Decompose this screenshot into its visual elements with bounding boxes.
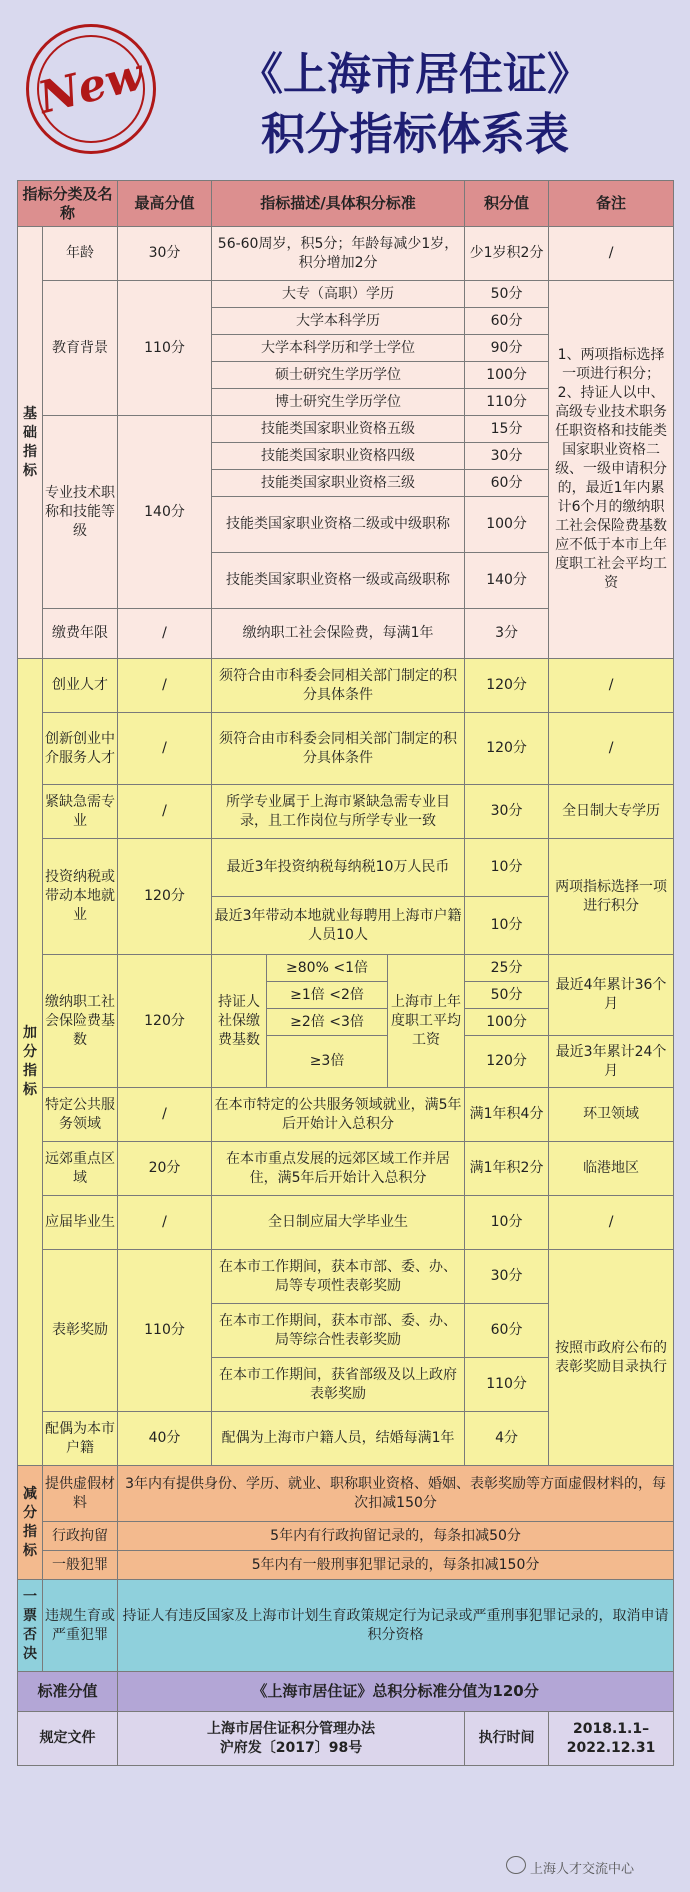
graduate-name: 应届毕业生: [43, 1196, 118, 1250]
ins-range-1: ≥80% <1倍: [267, 955, 388, 982]
deduct-name-1: 提供虚假材料: [43, 1466, 118, 1522]
shortage-max: /: [118, 785, 212, 839]
row-public: [18, 1088, 674, 1142]
suburb-name: 远郊重点区域: [43, 1142, 118, 1196]
age-note: /: [549, 227, 674, 281]
graduate-max: /: [118, 1196, 212, 1250]
deduct-name-3: 一般犯罪: [43, 1551, 118, 1580]
award-desc-2: 在本市工作期间，获本市部、委、办、局等综合性表彰奖励: [212, 1304, 465, 1358]
skill-desc-4: 技能类国家职业资格二级或中级职称: [212, 497, 465, 553]
innovation-max: /: [118, 713, 212, 785]
suburb-score: 满1年积2分: [465, 1142, 549, 1196]
invest-desc-1: 最近3年投资纳税每纳税10万人民币: [212, 839, 465, 897]
wechat-icon: [506, 1856, 526, 1874]
doc-name-cell: [118, 1712, 465, 1766]
standard-desc: 《上海市居住证》总积分标准分值为120分: [118, 1672, 674, 1712]
age-desc: 56-60周岁，积5分；年龄每减少1岁，积分增加2分: [212, 227, 465, 281]
category-veto: 一票否决: [18, 1580, 43, 1672]
graduate-desc: 全日制应届大学毕业生: [212, 1196, 465, 1250]
edu-max: 110分: [118, 281, 212, 416]
skill-score-2: 30分: [465, 443, 549, 470]
ins-note-1: 最近4年累计36个月: [549, 955, 674, 1036]
edu-desc-3: 大学本科学历和学士学位: [212, 335, 465, 362]
row-document: [18, 1712, 674, 1766]
ins-note-2: 最近3年累计24个月: [549, 1036, 674, 1088]
graduate-note: /: [549, 1196, 674, 1250]
veto-desc: 持证人有违反国家及上海市计划生育政策规定行为记录或严重刑事犯罪记录的，取消申请积分资格: [118, 1580, 674, 1672]
basic-note: 1、两项指标选择一项进行积分；2、持证人以中、高级专业技术职务任职资格和技能类国家职业资格二级、一级申请积分的，最近1年内累计6个月的缴纳职工社会保险费基数应不低于本市上年度职工社会平均工资: [549, 281, 674, 659]
deduct-name-2: 行政拘留: [43, 1522, 118, 1551]
public-score: 满1年积4分: [465, 1088, 549, 1142]
public-name: 特定公共服务领域: [43, 1088, 118, 1142]
edu-desc-2: 大学本科学历: [212, 308, 465, 335]
category-bonus: 加分指标: [18, 659, 43, 1466]
entrepreneur-max: /: [118, 659, 212, 713]
points-table: [17, 180, 674, 1766]
skill-desc-5: 技能类国家职业资格一级或高级职称: [212, 553, 465, 609]
col-desc: 指标描述/具体积分标准: [212, 181, 465, 227]
edu-score-1: 50分: [465, 281, 549, 308]
innovation-name: 创新创业中介服务人才: [43, 713, 118, 785]
row-graduate: [18, 1196, 674, 1250]
header: [0, 0, 690, 178]
row-ins-1: [18, 955, 674, 982]
spouse-max: 40分: [118, 1412, 212, 1466]
award-score-2: 60分: [465, 1304, 549, 1358]
ins-score-2: 50分: [465, 982, 549, 1009]
col-score: 积分值: [465, 181, 549, 227]
skill-desc-2: 技能类国家职业资格四级: [212, 443, 465, 470]
social-name: 缴费年限: [43, 609, 118, 659]
row-edu-1: [18, 281, 674, 308]
title-line2: 积分指标体系表: [261, 109, 569, 160]
invest-name: 投资纳税或带动本地就业: [43, 839, 118, 955]
spouse-name: 配偶为本市户籍: [43, 1412, 118, 1466]
row-veto: [18, 1580, 674, 1672]
edu-score-5: 110分: [465, 389, 549, 416]
skill-score-1: 15分: [465, 416, 549, 443]
deduct-desc-1: 3年内有提供身份、学历、就业、职称职业资格、婚姻、表彰奖励等方面虚假材料的，每次扣减150分: [118, 1466, 674, 1522]
shortage-score: 30分: [465, 785, 549, 839]
row-deduct-3: [18, 1551, 674, 1580]
innovation-score: 120分: [465, 713, 549, 785]
row-invest-1: [18, 839, 674, 897]
entrepreneur-score: 120分: [465, 659, 549, 713]
edu-name: 教育背景: [43, 281, 118, 416]
skill-score-3: 60分: [465, 470, 549, 497]
innovation-desc: 须符合由市科委会同相关部门制定的积分具体条件: [212, 713, 465, 785]
edu-desc-1: 大专（高职）学历: [212, 281, 465, 308]
ins-range-4: ≥3倍: [267, 1036, 388, 1088]
row-deduct-2: [18, 1522, 674, 1551]
skill-score-5: 140分: [465, 553, 549, 609]
spouse-desc: 配偶为上海市户籍人员，结婚每满1年: [212, 1412, 465, 1466]
suburb-desc: 在本市重点发展的远郊区域工作并居住，满5年后开始计入总积分: [212, 1142, 465, 1196]
social-desc: 缴纳职工社会保险费，每满1年: [212, 609, 465, 659]
standard-label: 标准分值: [18, 1672, 118, 1712]
social-max: /: [118, 609, 212, 659]
invest-note: 两项指标选择一项进行积分: [549, 839, 674, 955]
doc-period: 2018.1.1–2022.12.31: [549, 1712, 674, 1766]
innovation-note: /: [549, 713, 674, 785]
ins-range-2: ≥1倍 <2倍: [267, 982, 388, 1009]
skill-max: 140分: [118, 416, 212, 609]
shortage-note: 全日制大专学历: [549, 785, 674, 839]
suburb-max: 20分: [118, 1142, 212, 1196]
entrepreneur-note: /: [549, 659, 674, 713]
skill-score-4: 100分: [465, 497, 549, 553]
col-note: 备注: [549, 181, 674, 227]
award-score-1: 30分: [465, 1250, 549, 1304]
veto-name: 违规生育或严重犯罪: [43, 1580, 118, 1672]
award-note: 按照市政府公布的表彰奖励目录执行: [549, 1250, 674, 1466]
public-desc: 在本市特定的公共服务领域就业，满5年后开始计入总积分: [212, 1088, 465, 1142]
row-standard: [18, 1672, 674, 1712]
award-score-3: 110分: [465, 1358, 549, 1412]
edu-desc-4: 硕士研究生学历学位: [212, 362, 465, 389]
edu-score-2: 60分: [465, 308, 549, 335]
edu-desc-5: 博士研究生学历学位: [212, 389, 465, 416]
ins-name: 缴纳职工社会保险费基数: [43, 955, 118, 1088]
ins-holder: 持证人社保缴费基数: [212, 955, 267, 1088]
skill-name: 专业技术职称和技能等级: [43, 416, 118, 609]
age-score: 少1岁积2分: [465, 227, 549, 281]
edu-score-4: 100分: [465, 362, 549, 389]
entrepreneur-desc: 须符合由市科委会同相关部门制定的积分具体条件: [212, 659, 465, 713]
doc-label: 规定文件: [18, 1712, 118, 1766]
badge-text: New: [33, 48, 149, 125]
ins-wage: 上海市上年度职工平均工资: [388, 955, 465, 1088]
ins-score-3: 100分: [465, 1009, 549, 1036]
header-row: [18, 181, 674, 227]
ins-score-4: 120分: [465, 1036, 549, 1088]
social-score: 3分: [465, 609, 549, 659]
invest-desc-2: 最近3年带动本地就业每聘用上海市户籍人员10人: [212, 897, 465, 955]
age-name: 年龄: [43, 227, 118, 281]
award-desc-1: 在本市工作期间，获本市部、委、办、局等专项性表彰奖励: [212, 1250, 465, 1304]
invest-max: 120分: [118, 839, 212, 955]
row-suburb: [18, 1142, 674, 1196]
public-note: 环卫领域: [549, 1088, 674, 1142]
shortage-desc: 所学专业属于上海市紧缺急需专业目录，且工作岗位与所学专业一致: [212, 785, 465, 839]
edu-score-3: 90分: [465, 335, 549, 362]
new-badge: [26, 24, 156, 154]
graduate-score: 10分: [465, 1196, 549, 1250]
ins-range-3: ≥2倍 <3倍: [267, 1009, 388, 1036]
award-desc-3: 在本市工作期间，获省部级及以上政府表彰奖励: [212, 1358, 465, 1412]
skill-desc-1: 技能类国家职业资格五级: [212, 416, 465, 443]
spouse-score: 4分: [465, 1412, 549, 1466]
public-max: /: [118, 1088, 212, 1142]
deduct-desc-3: 5年内有一般刑事犯罪记录的，每条扣减150分: [118, 1551, 674, 1580]
col-max: 最高分值: [118, 181, 212, 227]
row-award-1: [18, 1250, 674, 1304]
shortage-name: 紧缺急需专业: [43, 785, 118, 839]
row-deduct-1: [18, 1466, 674, 1522]
award-max: 110分: [118, 1250, 212, 1412]
row-innovation: [18, 713, 674, 785]
award-name: 表彰奖励: [43, 1250, 118, 1412]
skill-desc-3: 技能类国家职业资格三级: [212, 470, 465, 497]
entrepreneur-name: 创业人才: [43, 659, 118, 713]
row-age: [18, 227, 674, 281]
row-shortage: [18, 785, 674, 839]
title-line1: 《上海市居住证》: [239, 49, 591, 100]
category-deduct: 减分指标: [18, 1466, 43, 1580]
invest-score-2: 10分: [465, 897, 549, 955]
watermark: 上海人才交流中心: [530, 1862, 635, 1877]
doc-name: 上海市居住证积分管理办法: [207, 1720, 376, 1737]
deduct-desc-2: 5年内有行政拘留记录的，每条扣减50分: [118, 1522, 674, 1551]
suburb-note: 临港地区: [549, 1142, 674, 1196]
age-max: 30分: [118, 227, 212, 281]
ins-max: 120分: [118, 955, 212, 1088]
ins-score-1: 25分: [465, 955, 549, 982]
col-category: 指标分类及名称: [18, 181, 118, 227]
row-entrepreneur: [18, 659, 674, 713]
invest-score-1: 10分: [465, 839, 549, 897]
doc-number: 沪府发〔2017〕98号: [219, 1739, 363, 1756]
doc-period-label: 执行时间: [465, 1712, 549, 1766]
category-basic: 基础指标: [18, 227, 43, 659]
